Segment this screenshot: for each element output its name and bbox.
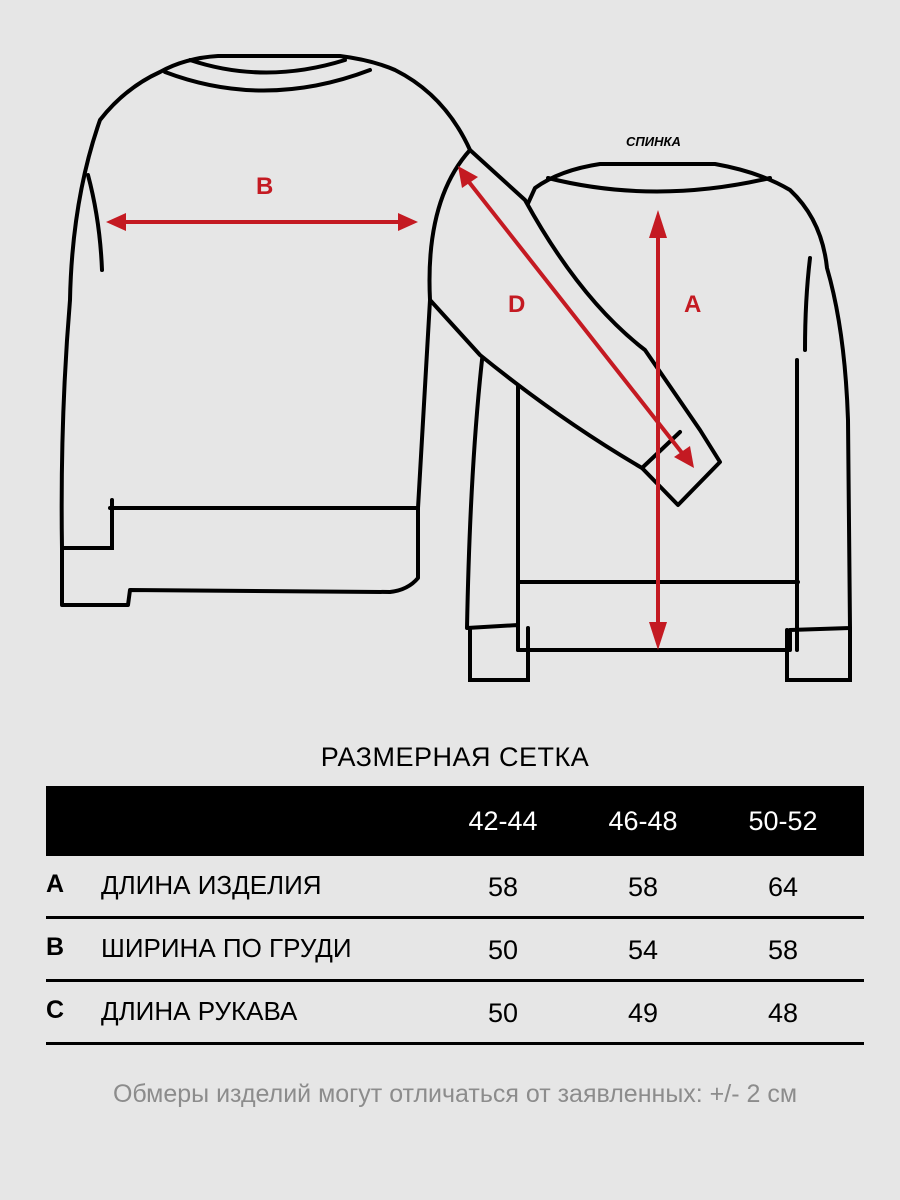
measure-d-label: D <box>508 291 526 318</box>
row-value: 58 <box>487 872 519 902</box>
size-column-header: 42-44 <box>468 806 538 836</box>
size-table-header <box>46 786 864 856</box>
size-column-header: 50-52 <box>748 806 818 836</box>
size-chart-title: РАЗМЕРНАЯ СЕТКА <box>320 742 590 772</box>
row-key: B <box>46 933 65 961</box>
row-value: 58 <box>627 872 659 902</box>
row-value: 48 <box>767 998 799 1028</box>
measure-a-label: A <box>684 291 702 318</box>
table-row <box>46 982 864 1045</box>
table-row <box>46 919 864 982</box>
row-key: C <box>46 996 65 1024</box>
size-column-header: 46-48 <box>608 806 678 836</box>
row-value: 49 <box>627 998 659 1028</box>
row-value: 58 <box>767 935 799 965</box>
table-row <box>46 856 864 919</box>
measurement-note: Обмеры изделий могут отличаться от заявленных: +/- 2 см <box>112 1080 798 1108</box>
row-value: 54 <box>627 935 659 965</box>
row-key: A <box>46 870 65 898</box>
row-label: ДЛИНА РУКАВА <box>101 996 298 1026</box>
row-value: 50 <box>487 998 519 1028</box>
row-value: 64 <box>767 872 799 902</box>
size-table <box>46 786 864 1045</box>
row-label: ШИРИНА ПО ГРУДИ <box>101 933 352 963</box>
row-value: 50 <box>487 935 519 965</box>
measure-b-label: B <box>256 173 274 200</box>
row-label: ДЛИНА ИЗДЕЛИЯ <box>101 870 322 900</box>
back-view-label: СПИНКА <box>626 134 681 149</box>
